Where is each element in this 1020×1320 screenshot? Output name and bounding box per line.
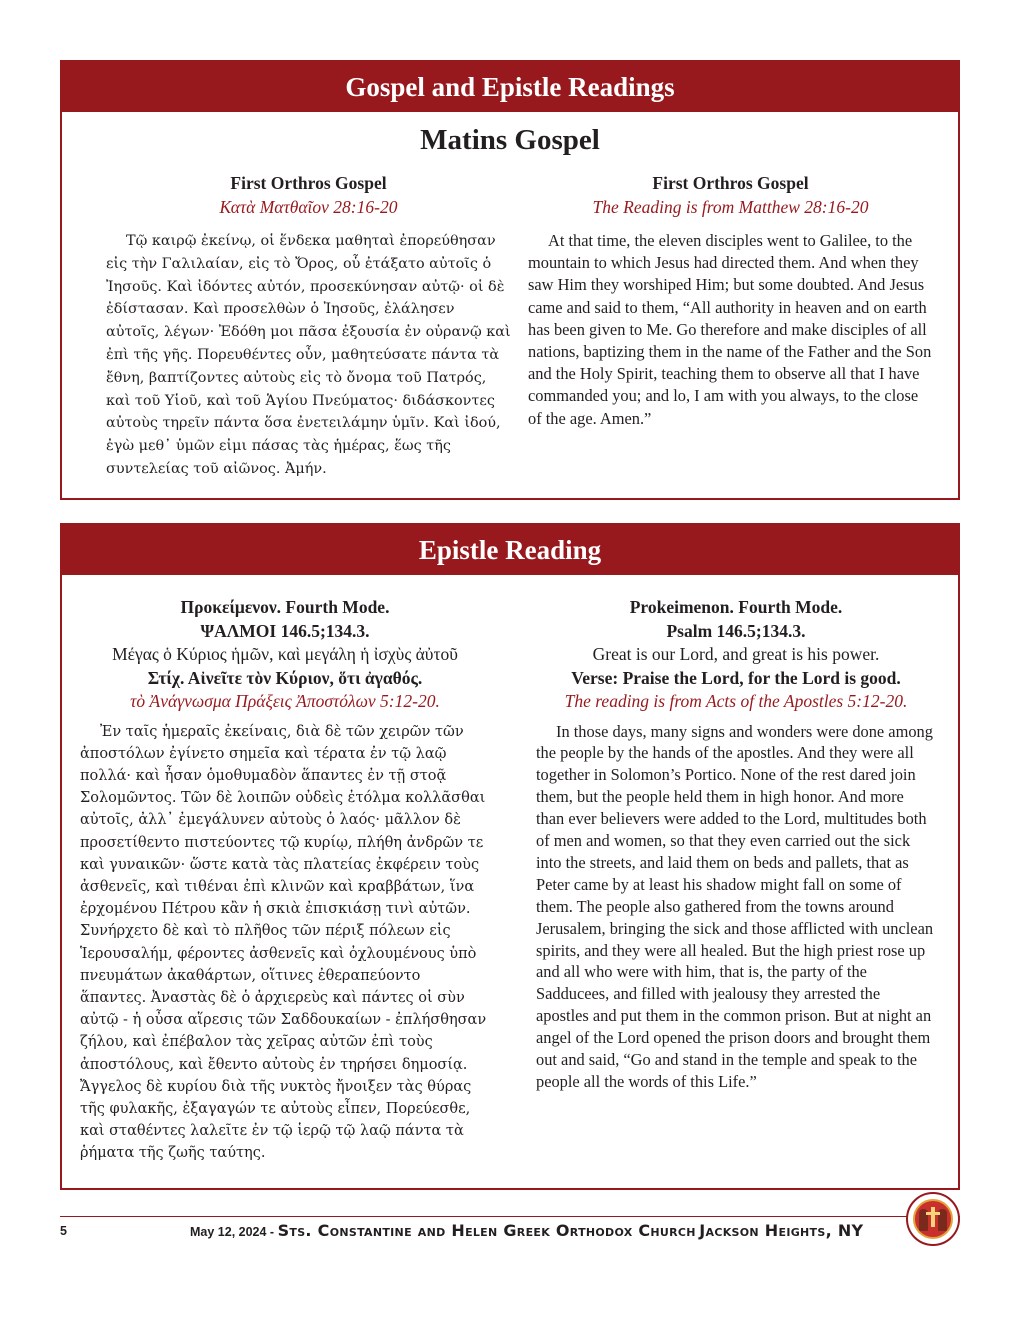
epistle-english-prokeimenon: Prokeimenon. Fourth Mode. (629, 597, 843, 617)
footer-text (190, 1221, 863, 1240)
gospel-english-header (528, 172, 933, 219)
epistle-banner: Epistle Reading (62, 525, 958, 575)
seal-cross (931, 1207, 935, 1227)
epistle-english-psalm: Psalm 146.5;134.3. (666, 620, 806, 641)
footer-divider (60, 1216, 960, 1217)
epistle-greek-prokeimenon: Προκείμενον. Fourth Mode. (180, 597, 390, 617)
matins-gospel-title: Matins Gospel (420, 124, 600, 156)
gospel-english-body: At that time, the eleven disciples went to Galilee, to the mountain to which Jesus had directed them. And when they saw Him they worshiped Him; but some doubted. And Jesus came and said to them, “All authority in heaven and on earth has been given to Me. Go therefore and make disciples of all nations, baptizing them in the name of the Father and the Son and the Holy Spirit, teaching them to observe all that I have commanded you; and lo, I am with you always, to the close of the age. Amen.” (528, 231, 932, 428)
epistle-english-column (536, 596, 936, 1093)
epistle-greek-reference: τὸ Ἀνάγνωσμα Πράξεις Ἀποστόλων 5:12-20. (130, 691, 440, 711)
page-footer (60, 1218, 960, 1248)
seal-inner (913, 1199, 953, 1239)
footer-date: May 12, 2024 - (190, 1225, 275, 1239)
epistle-greek-column (80, 596, 490, 1165)
gospel-greek-reference: Κατὰ Ματθαῖον 28:16-20 (219, 196, 398, 217)
footer-location: Jackson Heights, NY (699, 1221, 864, 1240)
gospel-greek-body: Τῷ καιρῷ ἐκείνῳ, οἱ ἕνδεκα μαθηταὶ ἐπορεύθησαν εἰς τὴν Γαλιλαίαν, εἰς τὸ Ὄρος, οὗ ἐτάξατο αὐτοῖς ὁ Ἰησοῦς. Καὶ ἰδόντες αὐτόν, προσεκύνησαν αὐτῷ· οἱ δὲ ἐδίστασαν. Καὶ προσελθὼν ὁ Ἰησοῦς, ἐλάλησεν αὐτοῖς, λέγων· Ἐδόθη μοι πᾶσα ἐξουσία ἐν οὐρανῷ καὶ ἐπὶ τῆς γῆς. Πορευθέντες οὖν, μαθητεύσατε πάντα τὰ ἔθνη, βαπτίζοντες αὐτοὺς εἰς τὸ ὄνομα τοῦ Πατρός, καὶ τοῦ Υἱοῦ, καὶ τοῦ Ἁγίου Πνεύματος· διδάσκοντες αὐτοὺς τηρεῖν πάντα ὅσα ἐνετειλάμην ὑμῖν. Καὶ ἰδού, ἐγὼ μεθ᾽ ὑμῶν εἰμι πάσας τὰς ἡμέρας, ἕως τῆς συντελείας τοῦ αἰῶνος. Ἀμήν. (106, 233, 511, 477)
epistle-greek-psalm: ΨΑΛΜΟΙ 146.5;134.3. (200, 620, 370, 641)
gospel-greek-column (106, 172, 511, 481)
gospel-greek-header (106, 172, 511, 219)
seal-crossbar (926, 1212, 940, 1215)
epistle-greek-refrain: Μέγας ὁ Κύριος ἡμῶν, καὶ μεγάλη ἡ ἰσχὺς ἀὐτοῦ (112, 644, 458, 664)
epistle-english-header (536, 596, 936, 714)
church-seal-icon (906, 1192, 960, 1246)
epistle-english-body: In those days, many signs and wonders were done among the people by the hands of the apostles. And they were all together in Solomon’s Portico. None of the rest dared join them, but the people held them in high honor. And more than ever believers were added to the Lord, multitudes both of men and women, so that they even carried out the sick into the streets, and laid them on beds and pallets, that as Peter came by at least his shadow might fall on some of them. The people also gathered from the towns around Jerusalem, bringing the sick and those afflicted with unclean spirits, and they were all healed. But the high priest rose up and all who were with him, that is, the party of the Sadducees, and filled with jealousy they arrested the apostles and put them in the common prison. But at night an angel of the Lord opened the prison doors and brought them out and said, “Go and stand in the temple and speak to the people all the words of this Life.” (536, 721, 934, 1091)
epistle-english-verse: Verse: Praise the Lord, for the Lord is good. (571, 667, 901, 688)
epistle-english-reference: The reading is from Acts of the Apostles 5:12-20. (564, 691, 908, 711)
epistle-greek-body: Ἐν ταῖς ἡμεραῖς ἐκείναις, διὰ δὲ τῶν χειρῶν τῶν ἀποστόλων ἐγίνετο σημεῖα καὶ τέρατα ἐν τῷ λαῷ πολλά· καὶ ἦσαν ὁμοθυμαδὸν ἅπαντες ἐν τῇ στοᾷ Σολομῶντος. Τῶν δὲ λοιπῶν οὐδεὶς ἐτόλμα κολλᾶσθαι αὐτοῖς, ἀλλ᾽ ἐμεγάλυνεν αὐτοὺς ὁ λαός· μᾶλλον δὲ προσετίθεντο πιστεύοντες τῷ κυρίῳ, πλήθη ἀνδρῶν τε καὶ γυναικῶν· ὥστε κατὰ τὰς πλατείας ἐκφέρειν τοὺς ἀσθενεῖς, καὶ τιθέναι ἐπὶ κλινῶν καὶ κραββάτων, ἵνα ἐρχομένου Πέτρου κἂν ἡ σκιὰ ἐπισκιάσῃ τινὶ αὐτῶν. Συνήρχετο δὲ καὶ τὸ πλῆθος τῶν πέριξ πόλεων εἰς Ἱερουσαλήμ, φέροντες ἀσθενεῖς καὶ ὀχλουμένους ὑπὸ πνευμάτων ἀκαθάρτων, οἵτινες ἐθεραπεύοντο ἅπαντες. Ἀναστὰς δὲ ὁ ἀρχιερεὺς καὶ πάντες οἱ σὺν αὐτῷ - ἡ οὖσα αἵρεσις τῶν Σαδδουκαίων - ἐπλήσθησαν ζήλου, καὶ ἐπέβαλον τὰς χεῖρας αὐτῶν ἐπὶ τοὺς ἀποστόλους, καὶ ἔθεντο αὐτοὺς ἐν τηρήσει δημοσίᾳ. Ἄγγελος δὲ κυρίου διὰ τῆς νυκτὸς ἤνοιξεν τὰς θύρας τῆς φυλακῆς, ἐξαγαγών τε αὐτοὺς εἶπεν, Πορεύεσθε, καὶ σταθέντες λαλεῖτε ἐν τῷ ἱερῷ τῷ λαῷ πάντα τὰ ῥήματα τῆς ζωῆς ταύτης. (80, 723, 487, 1162)
gospel-section (60, 60, 960, 500)
epistle-english-refrain: Great is our Lord, and great is his power. (592, 644, 880, 664)
footer-church-name: Sts. Constantine and Helen Greek Orthodox Church (277, 1221, 696, 1240)
gospel-english-column (528, 172, 933, 430)
page-number: 5 (60, 1224, 67, 1238)
epistle-section (60, 523, 960, 1190)
epistle-greek-verse: Στίχ. Αἰνεῖτε τὸν Κύριον, ὅτι ἀγαθός. (147, 667, 423, 688)
gospel-english-heading: First Orthros Gospel (652, 173, 809, 193)
gospel-english-reference: The Reading is from Matthew 28:16-20 (592, 196, 869, 217)
epistle-greek-header (80, 596, 490, 714)
gospel-greek-heading: First Orthros Gospel (230, 173, 387, 193)
gospel-banner: Gospel and Epistle Readings (62, 62, 958, 112)
